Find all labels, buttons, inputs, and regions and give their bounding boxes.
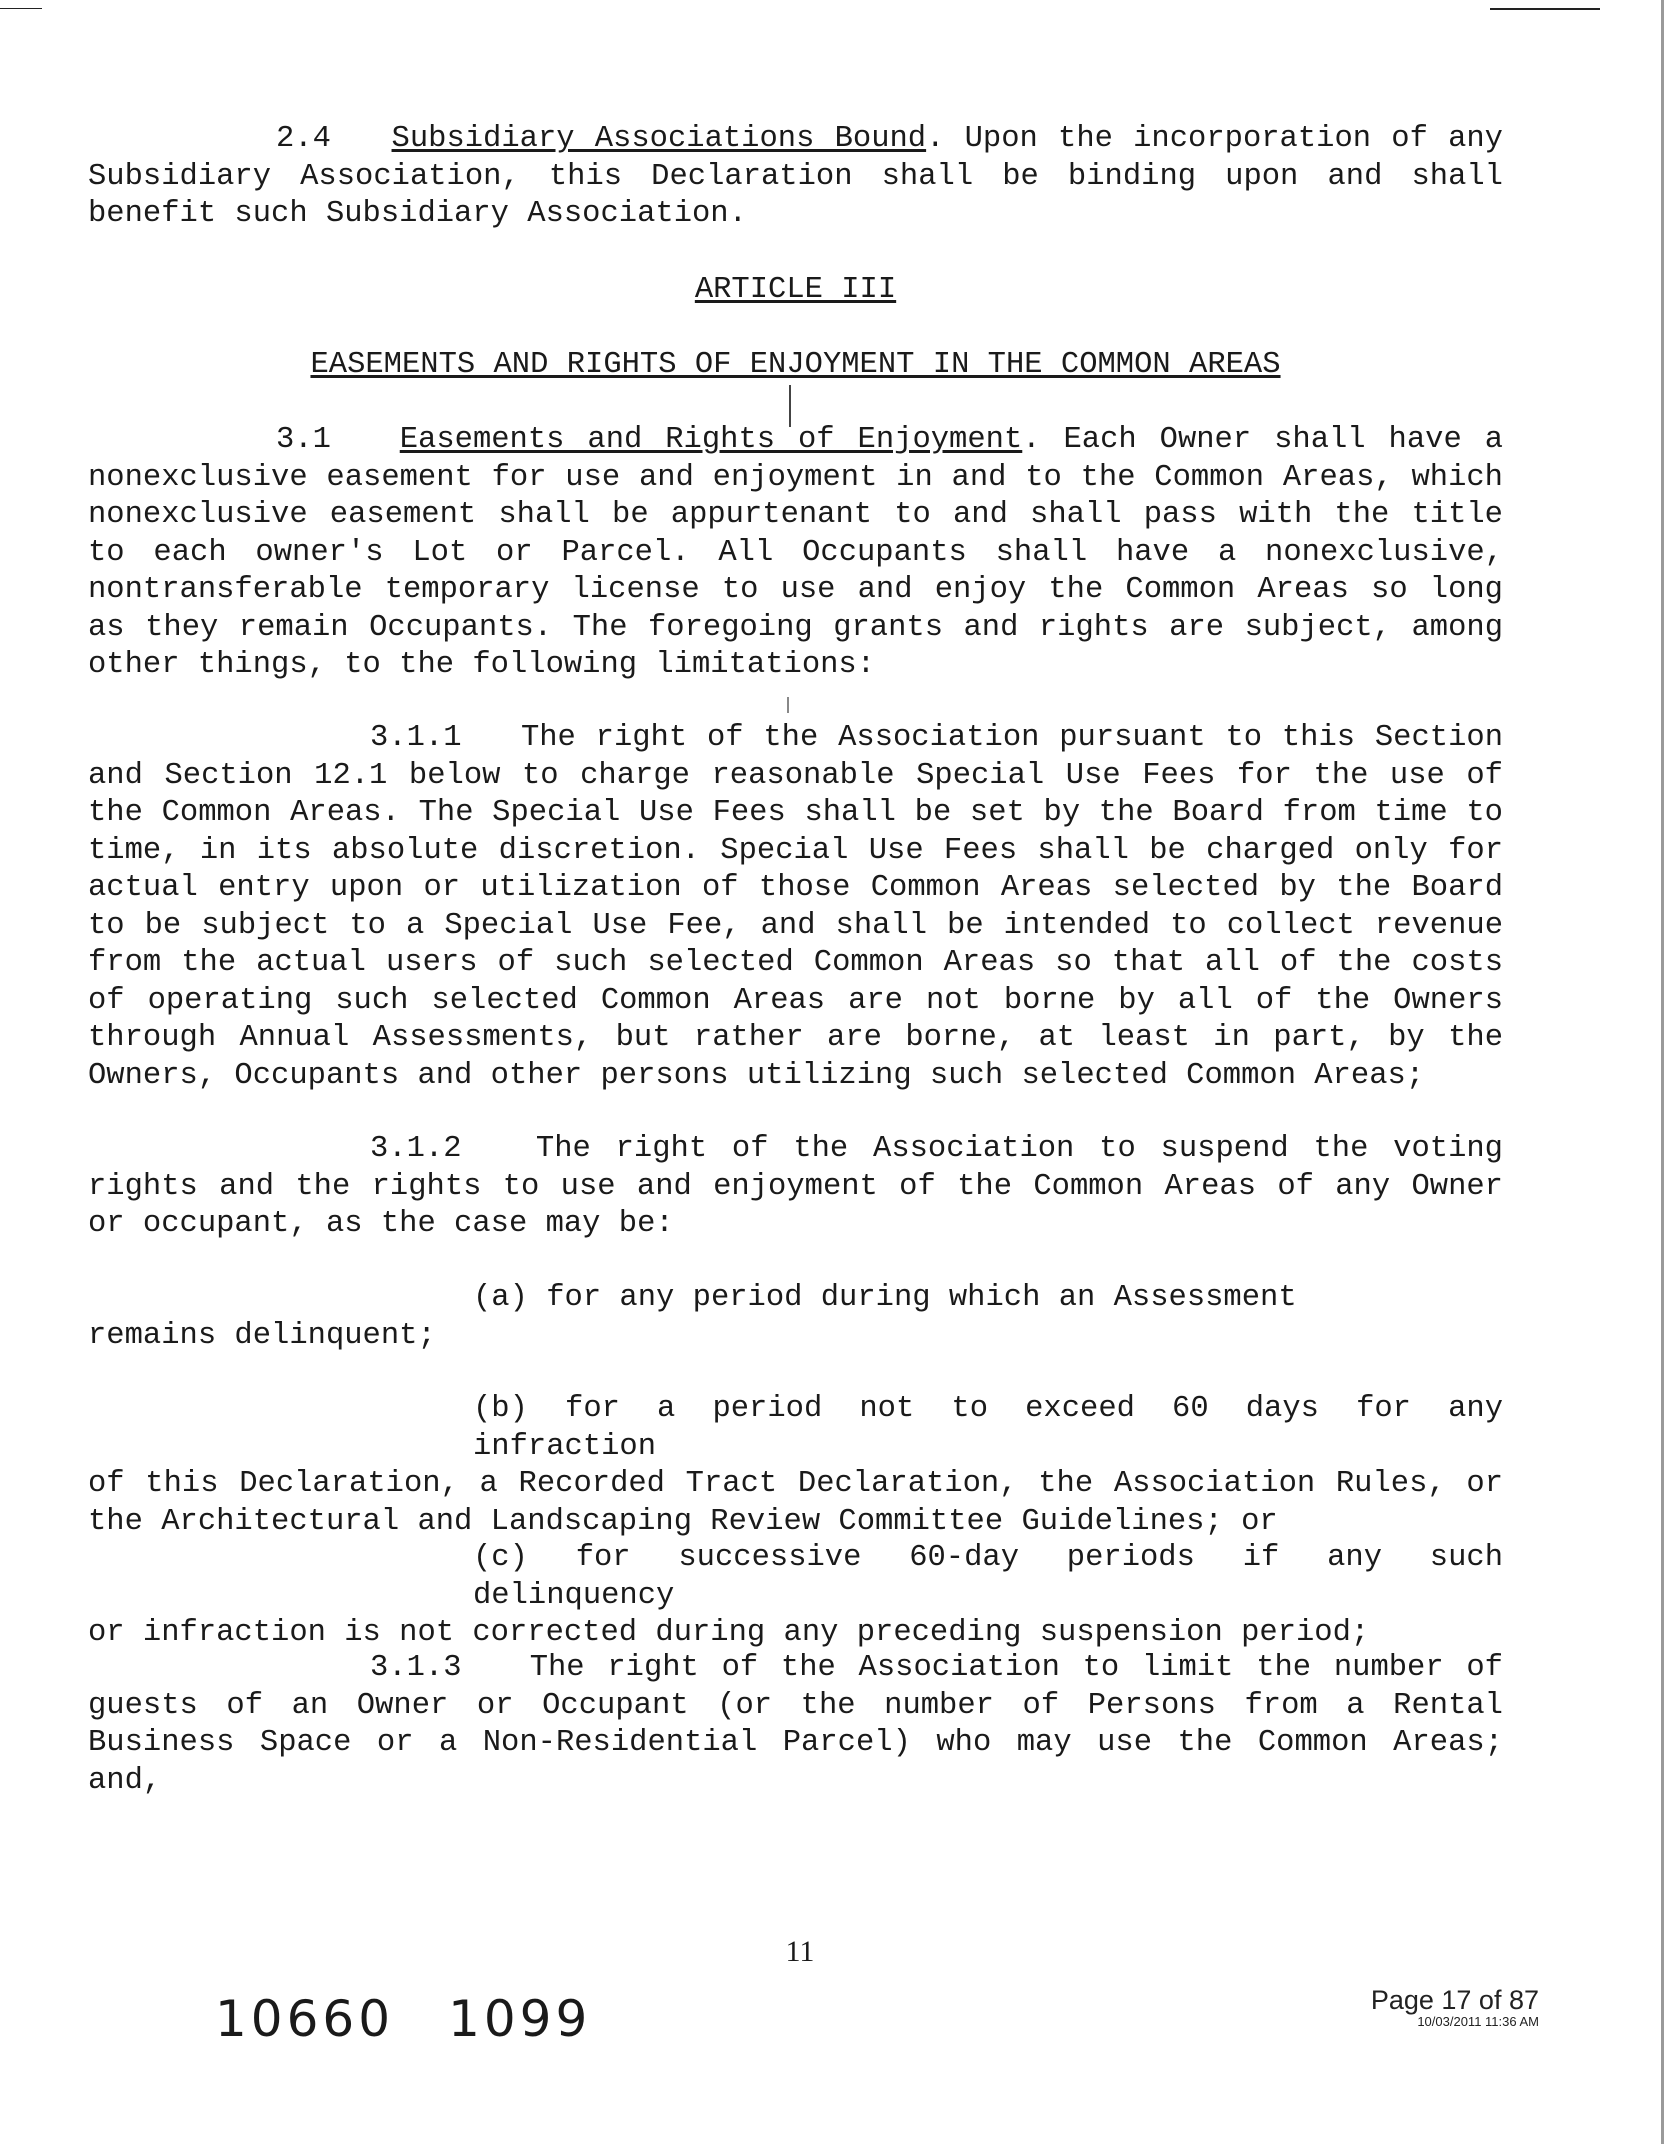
item-b-rest: of this Declaration, a Recorded Tract Declaration, the Association Rules, or the Architectural and Landscaping Review Committee Guidelines; or <box>88 1467 1503 1539</box>
section-2-4-heading: Subsidiary Associations Bound <box>391 122 927 156</box>
page-of-text: Page 17 of 87 <box>1370 1985 1539 2015</box>
article-subtitle <box>88 347 1503 385</box>
scan-mark-vertical <box>789 385 791 427</box>
item-a <box>88 1280 1503 1355</box>
section-2-4 <box>88 121 1503 234</box>
section-3-1-heading: Easements and Rights of Enjoyment <box>399 423 1023 457</box>
page-timestamp: 10/03/2011 11:36 AM <box>1417 2014 1539 2029</box>
section-3-1-1-number: 3.1.1 <box>370 721 462 755</box>
recording-page: 1099 <box>448 1990 592 2048</box>
recording-book: 10660 <box>215 1990 395 2048</box>
section-2-4-body: . Upon the incorporation of any Subsidiary Association, this Declaration shall be binding upon and shall benefit such Subsidiary Association. <box>88 122 1503 231</box>
section-3-1-number: 3.1 <box>276 423 331 457</box>
item-a-line1: (a) for any period during which an Assessment <box>473 1281 1297 1315</box>
item-b <box>88 1391 1503 1541</box>
section-3-1-3 <box>88 1650 1503 1800</box>
item-a-line2: remains delinquent; <box>88 1318 436 1353</box>
recording-stamp <box>215 1990 645 2048</box>
scan-artifact-top-right <box>1490 8 1600 10</box>
item-c-rest: or infraction is not corrected during any preceding suspension period; <box>88 1616 1370 1650</box>
page-number: 11 <box>785 1935 815 1968</box>
section-3-1-2-body: The right of the Association to suspend the voting rights and the rights to use and enjoyment of the Common Areas of any Owner or occupant, as the case may be: <box>88 1132 1503 1241</box>
scan-mark-vertical-small <box>787 697 789 713</box>
section-3-1-3-body: The right of the Association to limit the number of guests of an Owner or Occupant (or the number of Persons from a Rental Business Space or a Non-Residential Parcel) who may use the Common Areas; and, <box>88 1651 1503 1798</box>
article-title-text: ARTICLE III <box>694 273 897 307</box>
article-title <box>88 272 1503 310</box>
item-c <box>88 1540 1503 1653</box>
section-3-1 <box>88 422 1503 685</box>
item-b-line1: (b) for a period not to exceed 60 days for any infraction <box>473 1392 1503 1464</box>
section-3-1-3-number: 3.1.3 <box>370 1651 462 1685</box>
article-subtitle-text: EASEMENTS AND RIGHTS OF ENJOYMENT IN THE COMMON AREAS <box>310 348 1281 382</box>
scan-artifact-top-left <box>0 8 42 9</box>
item-c-line1: (c) for successive 60-day periods if any such delinquency <box>473 1541 1503 1613</box>
section-3-1-1 <box>88 720 1503 1095</box>
section-2-4-number: 2.4 <box>276 122 331 156</box>
section-3-1-2-number: 3.1.2 <box>370 1132 462 1166</box>
section-3-1-body: . Each Owner shall have a nonexclusive easement for use and enjoyment in and to the Common Areas, which nonexclusive easement shall be appurtenant to and shall pass with the title to each owner's Lot or Parcel. All Occupants shall have a nonexclusive, nontransferable temporary license to use and enjoy the Common Areas so long as they remain Occupants. The foregoing grants and rights are subject, among other things, to the following limitations: <box>88 423 1503 682</box>
section-3-1-2 <box>88 1131 1503 1244</box>
section-3-1-1-body: The right of the Association pursuant to this Section and Section 12.1 below to charge reasonable Special Use Fees for the use of the Common Areas. The Special Use Fees shall be set by the Board from time to time, in its absolute discretion. Special Use Fees shall be charged only for actual entry upon or utilization of those Common Areas selected by the Board to be subject to a Special Use Fee, and shall be intended to collect revenue from the actual users of such selected Common Areas so that all of the costs of operating such selected Common Areas are not borne by all of the Owners through Annual Assessments, but rather are borne, at least in part, by the Owners, Occupants and other persons utilizing such selected Common Areas; <box>88 721 1503 1093</box>
page-of-label <box>1371 1985 1539 2029</box>
